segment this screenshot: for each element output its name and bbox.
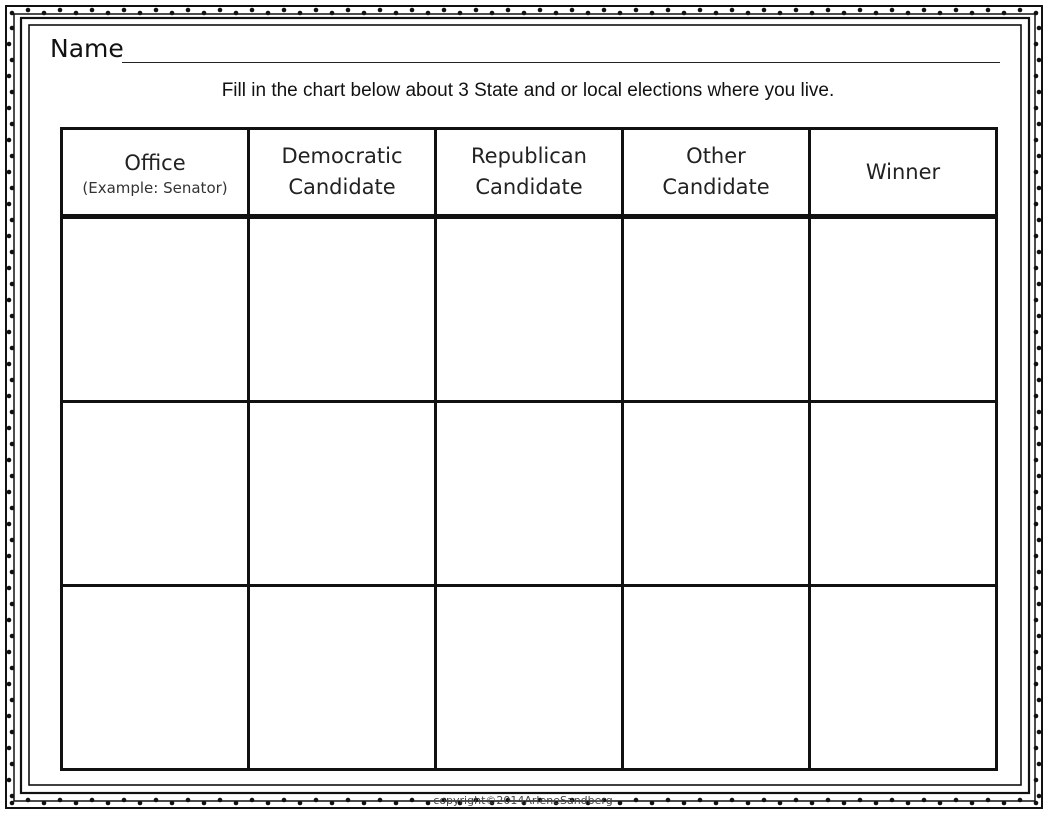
header-row <box>62 129 997 217</box>
copyright-notice: copyright©2014ArleneSandberg <box>433 794 613 807</box>
header-other-candidate <box>623 129 810 217</box>
winner-cell[interactable] <box>810 586 997 770</box>
other-cell[interactable] <box>623 586 810 770</box>
democratic-cell[interactable] <box>249 586 436 770</box>
header-winner <box>810 129 997 217</box>
header-text: Winner <box>865 159 941 184</box>
office-cell[interactable] <box>62 586 249 770</box>
header-text: Candidate <box>475 175 583 199</box>
winner-cell[interactable] <box>810 402 997 586</box>
democratic-cell[interactable] <box>249 402 436 586</box>
header-text: Democratic <box>281 144 403 168</box>
header-text: Candidate <box>662 175 770 199</box>
header-office <box>62 129 249 217</box>
republican-cell[interactable] <box>436 586 623 770</box>
other-cell[interactable] <box>623 402 810 586</box>
office-cell[interactable] <box>62 217 249 402</box>
name-field[interactable] <box>50 34 1000 68</box>
instructions: Fill in the chart below about 3 State and or local elections where you live. <box>221 80 835 101</box>
header-text: Candidate <box>288 175 396 199</box>
democratic-cell[interactable] <box>249 217 436 402</box>
header-republican-candidate <box>436 129 623 217</box>
header-example: (Example: Senator) <box>82 178 228 197</box>
other-cell[interactable] <box>623 217 810 402</box>
header-text: Other <box>686 144 746 168</box>
name-label: Name <box>50 34 124 63</box>
header-democratic-candidate <box>249 129 436 217</box>
office-cell[interactable] <box>62 402 249 586</box>
republican-cell[interactable] <box>436 217 623 402</box>
winner-cell[interactable] <box>810 217 997 402</box>
header-text: Republican <box>471 144 587 168</box>
elections-chart <box>60 127 998 771</box>
header-text: Office <box>124 150 186 175</box>
table-row <box>62 586 997 770</box>
name-underline[interactable] <box>122 62 1000 63</box>
republican-cell[interactable] <box>436 402 623 586</box>
table-row <box>62 217 997 402</box>
table-row <box>62 402 997 586</box>
